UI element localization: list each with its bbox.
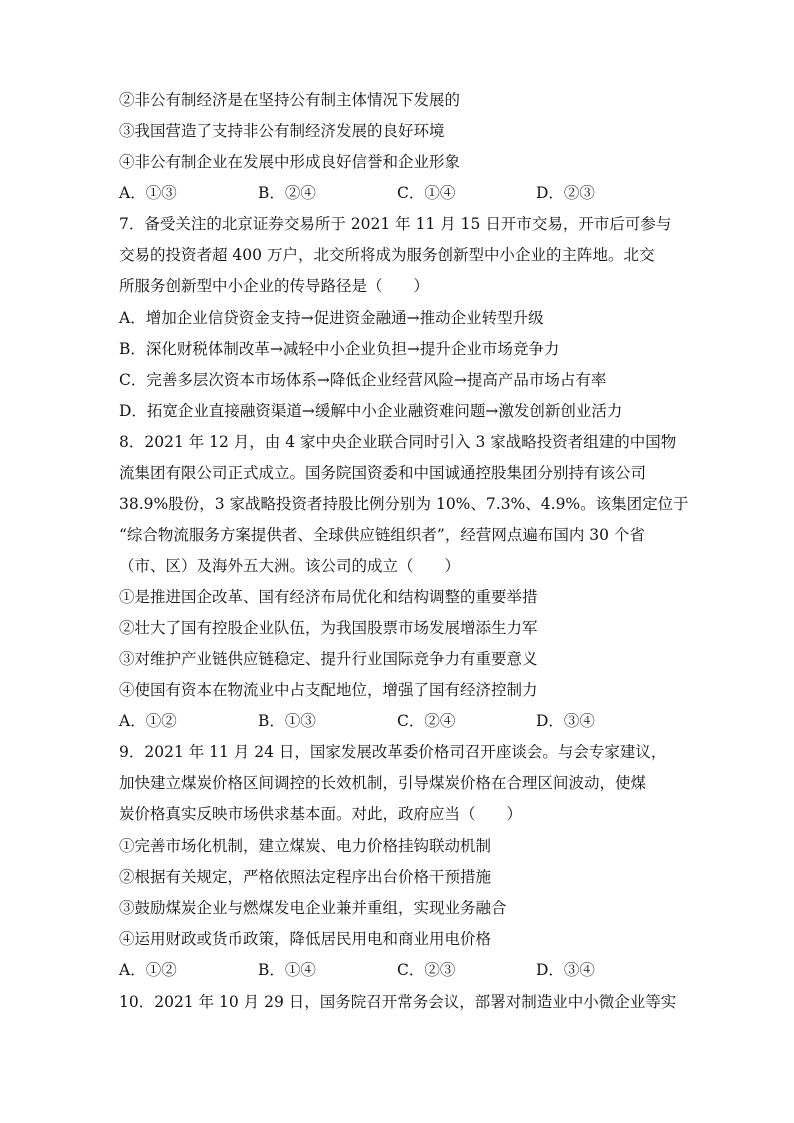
q8-option-c: C．②④: [397, 712, 456, 730]
q7-choice-b: B．深化财税体制改革→减轻中小企业负担→提升企业市场竞争力: [119, 340, 560, 358]
q7-stem-line-3: 所服务创新型中小企业的传导路径是（ ）: [119, 277, 430, 295]
q6-item-3: ③我国营造了支持非公有制经济发展的良好环境: [119, 122, 445, 140]
q9-option-d: D．③④: [536, 961, 595, 979]
q9-option-b: B．①④: [258, 961, 316, 979]
q7-choice-d: D．拓宽企业直接融资渠道→缓解中小企业融资难问题→激发创新创业活力: [119, 402, 623, 420]
q6-item-2: ②非公有制经济是在坚持公有制主体情况下发展的: [119, 91, 461, 109]
q6-option-d: D．②③: [536, 184, 595, 202]
q6-options: [119, 183, 679, 203]
q6-option-b: B．②④: [258, 184, 316, 202]
q8-item-3: ③对维护产业链供应链稳定、提升行业国际竞争力有重要意义: [119, 650, 538, 668]
q7-choice-a: A．增加企业信贷资金支持→促进资金融通→推动企业转型升级: [119, 309, 544, 327]
q8-item-1: ①是推进国企改革、国有经济布局优化和结构调整的重要举措: [119, 588, 538, 606]
q8-option-a: A．①②: [119, 712, 177, 730]
q8-option-d: D．③④: [536, 712, 595, 730]
q9-item-2: ②根据有关规定，严格依照法定程序出台价格干预措施: [119, 868, 492, 886]
q6-option-c: C．①④: [397, 184, 456, 202]
q9-stem-line-3: 炭价格真实反映市场供求基本面。对此，政府应当（ ）: [119, 805, 523, 823]
q9-stem-line-1: 9．2021 年 11 月 24 日，国家发展改革委价格司召开座谈会。与会专家建议，: [119, 743, 667, 761]
q7-choice-c: C．完善多层次资本市场体系→降低企业经营风险→提高产品市场占有率: [119, 371, 607, 389]
q9-item-3: ③鼓励煤炭企业与燃煤发电企业兼并重组，实现业务融合: [119, 899, 507, 917]
q8-option-b: B．①③: [258, 712, 316, 730]
q8-stem-line-1: 8．2021 年 12 月，由 4 家中央企业联合同时引入 3 家战略投资者组建的中国物: [119, 433, 677, 451]
q8-stem-line-4: “综合物流服务方案提供者、全球供应链组织者”，经营网点遍布国内 30 个省: [119, 526, 645, 544]
q8-options: [119, 711, 679, 731]
q8-item-4: ④使国有资本在物流业中占支配地位，增强了国有经济控制力: [119, 681, 538, 699]
q8-item-2: ②壮大了国有控股企业队伍，为我国股票市场发展增添生力军: [119, 619, 538, 637]
q6-item-4: ④非公有制企业在发展中形成良好信誉和企业形象: [119, 153, 461, 171]
q9-item-4: ④运用财政或货币政策，降低居民用电和商业用电价格: [119, 930, 492, 948]
q8-stem-line-2: 流集团有限公司正式成立。国务院国资委和中国诚通控股集团分别持有该公司: [119, 464, 647, 482]
q9-option-c: C．②③: [397, 961, 456, 979]
q9-option-a: A．①②: [119, 961, 177, 979]
q7-stem-line-1: 7．备受关注的北京证券交易所于 2021 年 11 月 15 日开市交易，开市后可参与: [119, 215, 672, 233]
q9-item-1: ①完善市场化机制，建立煤炭、电力价格挂钩联动机制: [119, 837, 492, 855]
q9-stem-line-2: 加快建立煤炭价格区间调控的长效机制，引导煤炭价格在合理区间波动，使煤: [119, 774, 647, 792]
q10-stem-line-1: 10．2021 年 10 月 29 日，国务院召开常务会议，部署对制造业中小微企业等实: [119, 993, 677, 1011]
q8-stem-line-5: （市、区）及海外五大洲。该公司的成立（ ）: [119, 557, 461, 575]
q9-options: [119, 960, 679, 980]
q6-option-a: A．①③: [119, 184, 177, 202]
q8-stem-line-3: 38.9%股份，3 家战略投资者持股比例分别为 10%、7.3%、4.9%。该集团定位于: [119, 495, 689, 513]
q7-stem-line-2: 交易的投资者超 400 万户，北交所将成为服务创新型中小企业的主阵地。北交: [119, 246, 655, 264]
